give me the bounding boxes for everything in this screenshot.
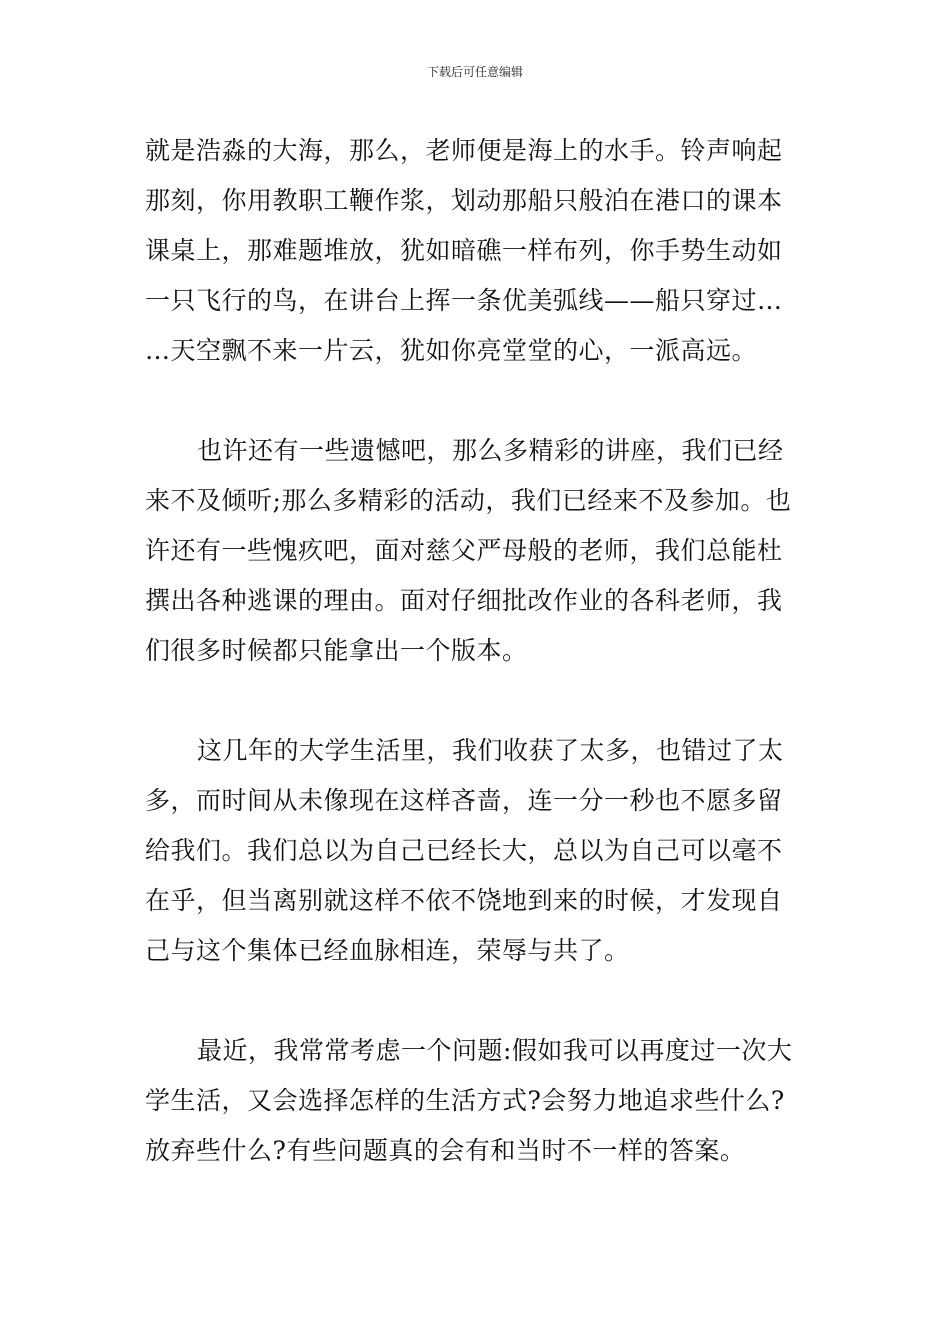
paragraph-spacer (145, 976, 809, 1026)
paragraph-line: 也许还有一些遗憾吧，那么多精彩的讲座，我们已经 (197, 436, 784, 465)
paragraph-line: 们很多时候都只能拿出一个版本。 (145, 636, 528, 665)
paragraph-line: 学生活，又会选择怎样的生活方式?会努力地追求些什么? (145, 1086, 785, 1115)
paragraph-line: …天空飘不来一片云，犹如你亮堂堂的心，一派高远。 (145, 336, 758, 365)
paragraph-line: 最近，我常常考虑一个问题:假如我可以再度过一次大 (197, 1036, 793, 1065)
paragraph-line: 这几年的大学生活里，我们收获了太多，也错过了太 (197, 736, 784, 765)
paragraph-line: 来不及倾听;那么多精彩的活动，我们已经来不及参加。也 (145, 486, 792, 515)
paragraph-2 (145, 426, 809, 676)
paragraph-line: 给我们。我们总以为自己已经长大，总以为自己可以毫不 (145, 836, 783, 865)
paragraph-spacer (145, 676, 809, 726)
paragraph-1 (145, 126, 809, 376)
paragraph-line: 许还有一些愧疚吧，面对慈父严母般的老师，我们总能杜 (145, 536, 783, 565)
paragraph-line: 己与这个集体已经血脉相连，荣辱与共了。 (145, 936, 630, 965)
paragraph-4 (145, 1026, 809, 1176)
paragraph-line: 撰出各种逃课的理由。面对仔细批改作业的各科老师，我 (145, 586, 783, 615)
paragraph-line: 放弃些什么?有些问题真的会有和当时不一样的答案。 (145, 1136, 746, 1165)
paragraph-line: 那刻，你用教职工鞭作浆，划动那船只般泊在港口的课本 (145, 186, 783, 215)
paragraph-line: 多，而时间从未像现在这样吝啬，连一分一秒也不愿多留 (145, 786, 783, 815)
document-body (145, 126, 809, 1176)
paragraph-line: 课桌上，那难题堆放，犹如暗礁一样布列，你手势生动如 (145, 236, 783, 265)
paragraph-3 (145, 726, 809, 976)
paragraph-line: 在乎，但当离别就这样不依不饶地到来的时候，才发现自 (145, 886, 783, 915)
paragraph-line: 一只飞行的鸟，在讲台上挥一条优美弧线——船只穿过… (145, 286, 783, 315)
paragraph-spacer (145, 376, 809, 426)
page-header: 下载后可任意编辑 (426, 65, 523, 79)
paragraph-line: 就是浩淼的大海，那么，老师便是海上的水手。铃声响起 (145, 136, 783, 165)
